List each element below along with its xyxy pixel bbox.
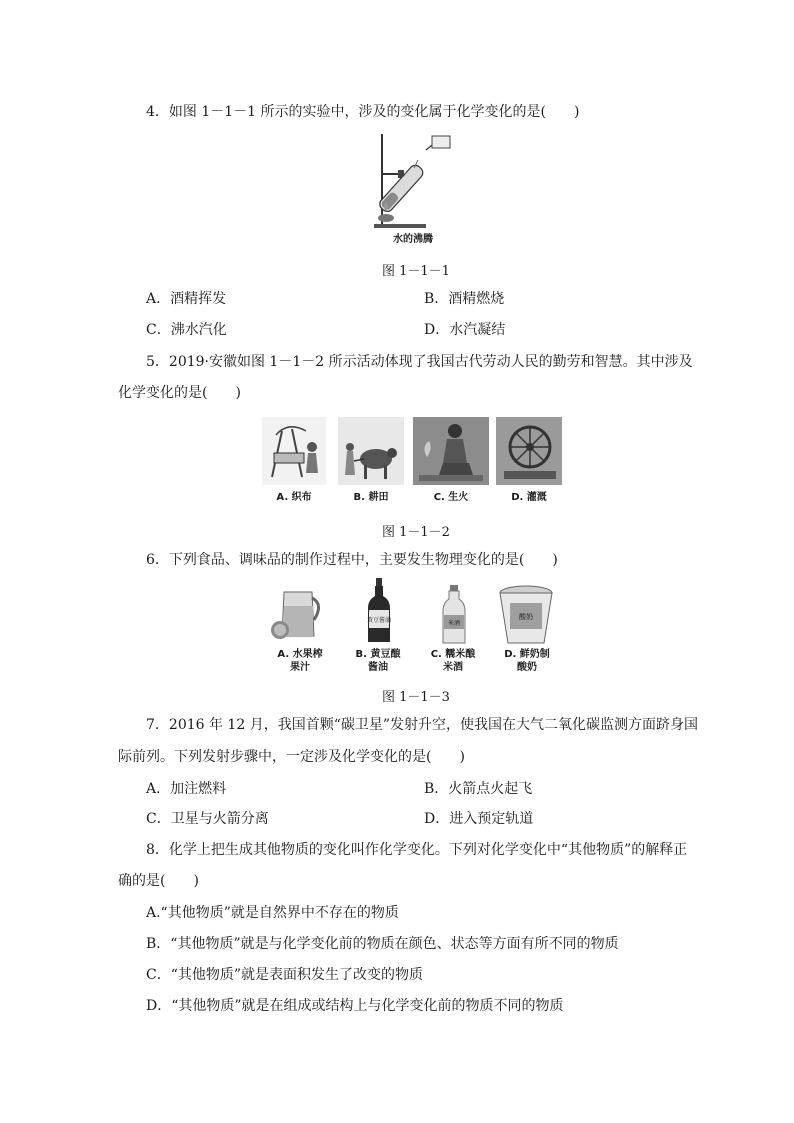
q7-option-b: B．火箭点火起飞: [424, 781, 533, 797]
q6-label-c-line1: C. 糯米酿: [430, 649, 476, 660]
q6-label-a-line1: A. 水果榨: [277, 649, 323, 660]
q8-option-a: A.“其他物质”就是自然界中不存在的物质: [146, 905, 399, 921]
q6-label-a: [268, 648, 332, 674]
q7-option-a: A．加注燃料: [146, 781, 227, 797]
q5-label-d: D. 灌溉: [511, 492, 547, 503]
q5-label-a: A. 织布: [276, 492, 312, 503]
q6-label-b: [346, 648, 410, 674]
q6-stem: 6．下列食品、调味品的制作过程中，主要发生物理变化的是( ): [146, 552, 558, 568]
q8-stem-line2: 确的是( ): [118, 873, 199, 889]
q6-label-c-line2: 米酒: [443, 662, 463, 673]
q4-option-c: C．沸水汽化: [146, 322, 227, 338]
irrigation-wheel-image: [496, 417, 562, 485]
q5-stem-line2: 化学变化的是( ): [118, 385, 241, 401]
juice-pitcher-image: [268, 584, 328, 642]
soy-sauce-bottle-image: [364, 578, 394, 644]
rice-wine-bottle-label: 米酒: [447, 620, 461, 627]
q5-label-b: B. 耕田: [353, 492, 389, 503]
q6-label-d: [495, 648, 559, 674]
fire-making-image: [413, 417, 489, 485]
q6-label-c: [421, 648, 485, 674]
weaving-image: [262, 417, 326, 485]
q6-figure-caption: 图 1－1－3: [382, 690, 450, 705]
rice-wine-bottle-image: [440, 585, 468, 645]
q8-stem-line1: 8．化学上把生成其他物质的变化叫作化学变化。下列对化学变化中“其他物质”的解释正: [146, 842, 688, 858]
boiling-water-apparatus-image: [368, 132, 458, 230]
q6-label-a-line2: 果汁: [290, 662, 310, 673]
q6-label-d-line1: D. 鲜奶制: [504, 649, 550, 660]
q7-stem-line2: 际前列。下列发射步骤中，一定涉及化学变化的是( ): [118, 749, 465, 765]
q6-label-b-line2: 酱油: [368, 662, 388, 673]
yogurt-cup-label: 酸奶: [519, 613, 533, 621]
q8-option-d: D．“其他物质”就是在组成或结构上与化学变化前的物质不同的物质: [146, 998, 564, 1014]
q4-stem: 4．如图 1－1－1 所示的实验中，涉及的变化属于化学变化的是( ): [146, 104, 580, 120]
yogurt-cup-image: [498, 585, 554, 645]
q4-figure-caption: 图 1－1－1: [382, 264, 450, 279]
q5-stem-line1: 5．2019·安徽如图 1－1－2 所示活动体现了我国古代劳动人民的勤劳和智慧。其中涉及: [146, 354, 693, 370]
ploughing-image: [338, 417, 404, 485]
q6-label-d-line2: 酸奶: [517, 662, 537, 673]
q4-figure-label: 水的沸腾: [393, 234, 433, 245]
q7-stem-line1: 7．2016 年 12 月，我国首颗“碳卫星”发射升空，使我国在大气二氧化碳监测方面跻身国: [146, 717, 699, 733]
soy-sauce-bottle-label: 黄豆酱油: [366, 617, 392, 624]
q8-option-c: C．“其他物质”就是表面积发生了改变的物质: [146, 967, 424, 983]
q5-label-c: C. 生火: [433, 492, 469, 503]
q7-option-d: D．进入预定轨道: [424, 811, 534, 827]
q4-option-d: D．水汽凝结: [424, 322, 506, 338]
q5-figure-caption: 图 1－1－2: [382, 525, 450, 540]
q4-option-b: B．酒精燃烧: [424, 291, 505, 307]
q6-label-b-line1: B. 黄豆酿: [355, 649, 401, 660]
q7-option-c: C．卫星与火箭分离: [146, 811, 269, 827]
q8-option-b: B．“其他物质”就是与化学变化前的物质在颜色、状态等方面有所不同的物质: [146, 936, 619, 952]
q4-option-a: A．酒精挥发: [146, 291, 227, 307]
